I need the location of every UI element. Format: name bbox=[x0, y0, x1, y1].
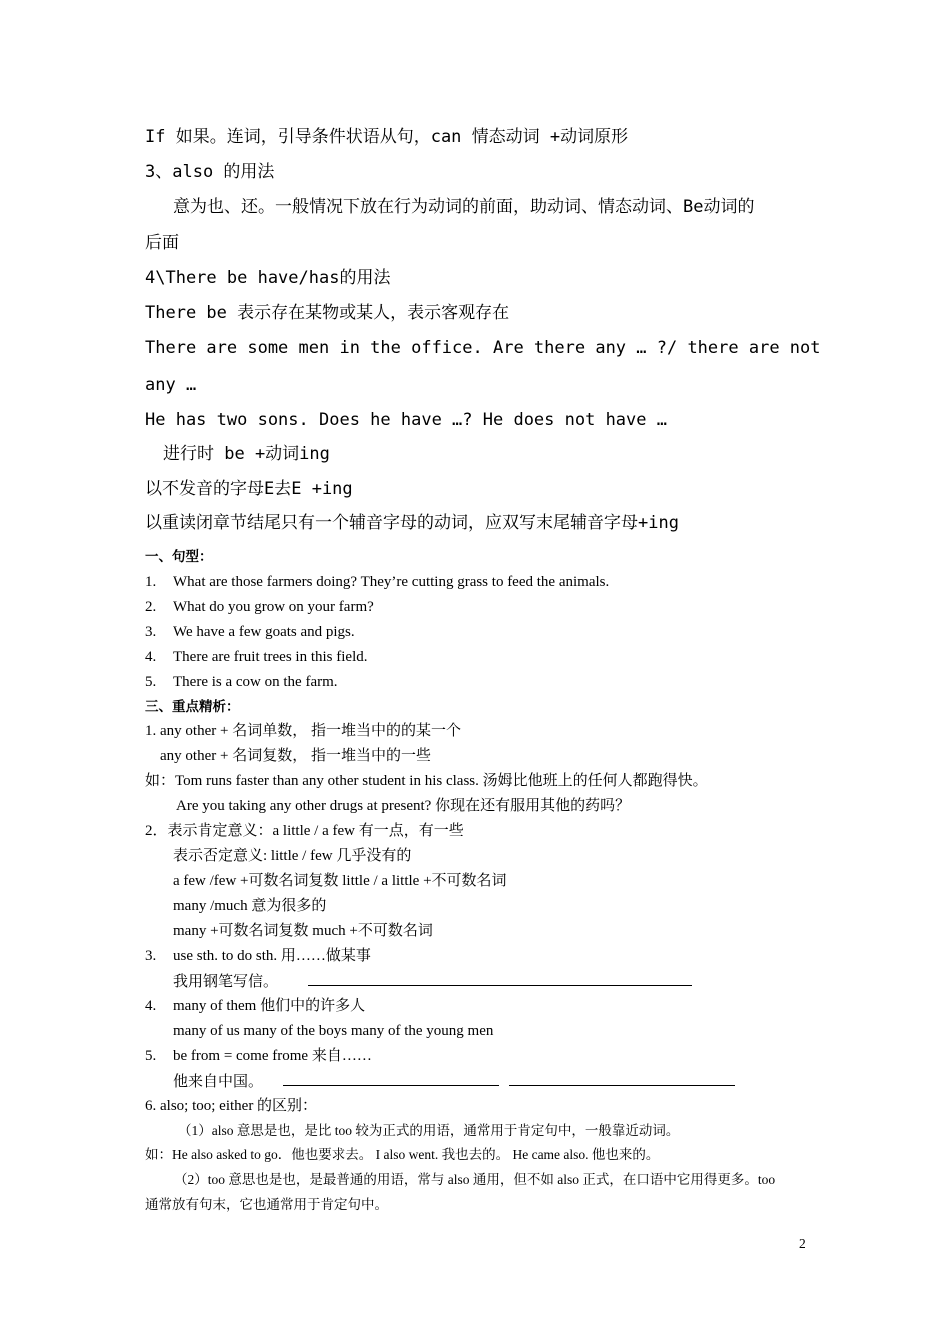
item-text: use sth. to do sth. 用……做某事 bbox=[173, 948, 371, 964]
sentence-item bbox=[145, 622, 355, 642]
line-have-example: He has two sons. Does he have …? He does not have … bbox=[145, 410, 667, 430]
line-there-be-example: There are some men in the office. Are there any … ?/ there are not bbox=[145, 338, 821, 358]
sentence-item bbox=[145, 597, 374, 617]
line-there-be-meaning: There be 表示存在某物或某人，表示客观存在 bbox=[145, 303, 510, 323]
item-number: 5. bbox=[145, 674, 157, 690]
analysis-line: many of us many of the boys many of the young men bbox=[173, 1023, 494, 1039]
analysis-line bbox=[145, 996, 365, 1016]
analysis-line: 6. also; too; either 的区别： bbox=[145, 1098, 318, 1114]
heading-there-be: 4\There be have/has的用法 bbox=[145, 268, 391, 288]
analysis-line: （2）too 意思也是也，是最普通的用语，常与 also 通用，但不如 also 正式，在口语中它用得更多。too bbox=[174, 1172, 776, 1187]
analysis-line: many +可数名词复数 much +不可数名词 bbox=[173, 923, 433, 939]
line-also-meaning: 意为也、还。一般情况下放在行为动词的前面，助动词、情态动词、Be动词的 bbox=[173, 197, 755, 217]
sentence-item bbox=[145, 672, 338, 692]
analysis-line: 1. any other + 名词单数， 指一堆当中的的某一个 bbox=[145, 723, 461, 739]
exercise-prompt: 他来自中国。 bbox=[173, 1074, 264, 1090]
item-number: 4. bbox=[145, 998, 157, 1014]
item-text: many of them 他们中的许多人 bbox=[173, 998, 366, 1014]
line-also-meaning-cont: 后面 bbox=[145, 233, 179, 253]
exercise-line bbox=[173, 1071, 735, 1092]
item-text: be from = come frome 来自…… bbox=[173, 1048, 372, 1064]
section-heading-sentences: 一、句型： bbox=[145, 549, 213, 564]
exercise-line bbox=[173, 971, 692, 992]
item-number: 3. bbox=[145, 948, 157, 964]
item-number: 2. bbox=[145, 599, 157, 615]
item-text: There are fruit trees in this field. bbox=[173, 649, 368, 665]
analysis-line: 通常放有句末，它也通常用于肯定句中。 bbox=[145, 1197, 388, 1212]
exercise-prompt: 我用钢笔写信。 bbox=[173, 974, 279, 990]
analysis-line: Are you taking any other drugs at present? 你现在还有服用其他的药吗？ bbox=[176, 798, 631, 814]
analysis-line: 2．表示肯定意义：a little / a few 有一点，有一些 bbox=[145, 823, 464, 839]
item-number: 3. bbox=[145, 624, 157, 640]
line-rule-double-consonant: 以重读闭章节结尾只有一个辅音字母的动词，应双写末尾辅音字母+ing bbox=[145, 513, 679, 533]
item-number: 4. bbox=[145, 649, 157, 665]
analysis-line: 如：He also asked to go．他也要求去。 I also went. 我也去的。 He came also. 他也来的。 bbox=[145, 1147, 660, 1162]
line-rule-silent-e: 以不发音的字母E去E +ing bbox=[145, 479, 353, 499]
heading-also-usage: 3、also 的用法 bbox=[145, 162, 275, 182]
item-number: 1. bbox=[145, 574, 157, 590]
section-heading-analysis: 三、重点精析： bbox=[145, 699, 240, 714]
answer-blank[interactable] bbox=[283, 1071, 499, 1086]
sentence-item bbox=[145, 647, 368, 667]
item-text: What do you grow on your farm? bbox=[173, 599, 374, 615]
item-number: 5. bbox=[145, 1048, 157, 1064]
analysis-line bbox=[145, 1046, 372, 1066]
analysis-line: 表示否定意义: little / few 几乎没有的 bbox=[173, 848, 412, 864]
answer-blank[interactable] bbox=[509, 1071, 735, 1086]
page-number: 2 bbox=[799, 1236, 806, 1251]
sentence-item bbox=[145, 572, 609, 592]
analysis-line: 如：Tom runs faster than any other student in his class. 汤姆比他班上的任何人都跑得快。 bbox=[145, 773, 708, 789]
line-there-be-example-cont: any … bbox=[145, 375, 197, 395]
line-progressive: 进行时 be +动词ing bbox=[163, 444, 330, 464]
answer-blank[interactable] bbox=[308, 971, 692, 986]
analysis-line: many /much 意为很多的 bbox=[173, 898, 327, 914]
analysis-line bbox=[145, 946, 371, 966]
line-if: If 如果。连词，引导条件状语从句，can 情态动词 +动词原形 bbox=[145, 127, 629, 147]
analysis-line: any other + 名词复数， 指一堆当中的一些 bbox=[160, 748, 431, 764]
analysis-line: （1）also 意思是也，是比 too 较为正式的用语，通常用于肯定句中，一般靠近动词。 bbox=[178, 1123, 680, 1138]
item-text: There is a cow on the farm. bbox=[173, 674, 338, 690]
item-text: We have a few goats and pigs. bbox=[173, 624, 355, 640]
analysis-line: a few /few +可数名词复数 little / a little +不可数名词 bbox=[173, 873, 507, 889]
item-text: What are those farmers doing? They’re cutting grass to feed the animals. bbox=[173, 574, 610, 590]
